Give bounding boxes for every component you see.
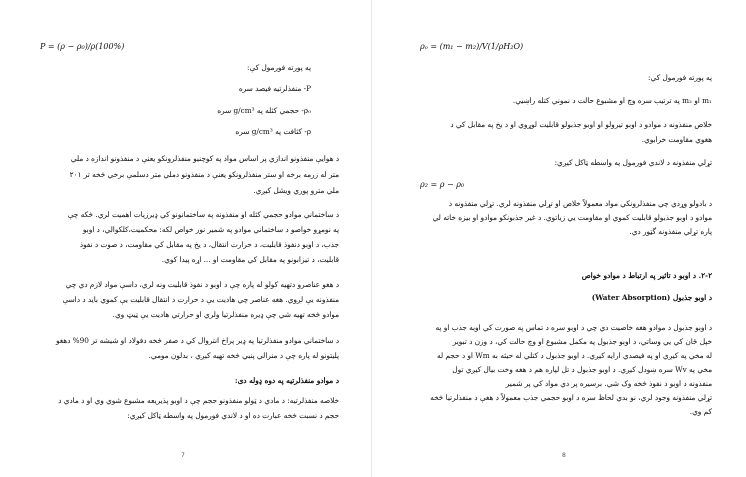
paragraph-line: موادو د اوبو جذبولو قابليت کموي او مقاومت يي زياتوي. د غير جذبونکو موادو او بيزه خاته لي [432, 213, 712, 222]
density-formula: ρₒ = (m₁ − m₂)/V(1/ρH₂O) [420, 42, 524, 51]
paragraph-line: په پورته فورمول کې: [247, 63, 311, 72]
paragraph-line: منفذونه د اوبو د نفوذ څخه وک شي. برسيره پر دي مواد کي پر شمير [505, 379, 712, 388]
paragraph-line: m₁ او m₂ په ترتيب سره وچ او مشبوع حالت د نموني كتله راښيي. [512, 96, 712, 105]
paragraph-line: خلاص منفذونه د موادو د اوبو تيرولو او اوبو جذبولو قابليت لوړوي او د يخ په مقابل کي د [450, 120, 712, 129]
paragraph-line: حجم د نسبت څخه عبارت ده او د لاندي فورمول په واسطه ټاكل كيږي: [127, 411, 339, 420]
paragraph-line: هغوي مقاومت خرابوي. [641, 135, 712, 144]
paragraph-line: په پورته فورمول کي: [648, 73, 712, 82]
paragraph-line: پاره تړلي منفذونه گټور دي. [629, 227, 712, 236]
right-page [374, 0, 746, 477]
paragraph-line: قابليت، د تيزابونو په مقابل کي مقاومت او ... اړه پيدا کوي. [161, 255, 339, 264]
page-number: 8 [562, 452, 566, 459]
paragraph-line: پليتونو له پاره چې د منرالي پنبي څخه تهيه کيږي ، بدلون مومي. [148, 351, 339, 360]
page-number: 7 [181, 452, 185, 459]
paragraph-line: خلاصه منفذلرتيه: د مادي د ټولو منفذونو حجم چې د اوبو پذيريعه مشبوع شوي وي او د مادي د [58, 396, 339, 405]
paragraph-line: ملي مترو پوري ويشل کيږي. [253, 186, 339, 195]
subsection-heading: د اوبو جذبول (Water Absorption) [591, 293, 712, 302]
paragraph-line: P- منفذلرتيه فيصد سره [238, 84, 311, 93]
paragraph-line: د بادولو وړدي چي منفذلرونکي مواد معمولاً خلاص او تړلي منفذونه لري. تړلي منفذونه د [448, 199, 712, 208]
porosity-formula: P = (ρ − ρ₀)/ρ(100%) [40, 42, 125, 51]
paragraph-line: جذب، د اوبو دنفوذ قابليت، د حرارت انتقال، د يخ په مقابل کي مقاومت، د صوت د نفوذ [79, 240, 339, 249]
paragraph-line: ρ₀- حجمي كثله په g/cm³ سره [217, 106, 311, 115]
paragraph-line: کم وي. [689, 407, 712, 416]
paragraph-line: مخي په Wv سره ښودل کيږي. د اوبو جذبول د تل لپاره هم د هغه وخت بيال کيږي تول [452, 365, 712, 374]
paragraph-line: ρ- كثافت په g/cm³ سره [235, 127, 311, 136]
paragraph-line: موادو څخه تهيه شي چې ډيره منفذلرتيا ولري او حرارتي هاديت يې ټيټ وي. [112, 310, 339, 319]
section-heading: ۲-۲. د اوبو د تاثير په ارتباط د موادو خواص [581, 271, 712, 280]
paragraph-line: د ساختماني موادو منفذلرتيا په ډير پراخ انتروال کي د صفر څخه دفولاد او شيشه تر 90% دهغو [55, 336, 339, 345]
paragraph-line: د هغو عناصرو دتهيه کولو له پاره چې د اوبو د نفوذ قابليت ونه لري، داسې مواد لازم دي چي [65, 280, 339, 289]
closed-porosity-formula: ρ₂ = ρ − ρ₀ [420, 180, 465, 189]
paragraph-line: له مخي په کيږي او په فيصدي ارايه کيږي. د اوبو جذبول د کتلي له حيثه به Wm او د حجم له [436, 351, 712, 360]
paragraph-line: منفذونه يې لږوي. هغه عناصر چي هاديت يې د حرارت د انتقال قابليت يې کموي بايد د داسې [62, 295, 339, 304]
paragraph-line: د هوایې منفذونو اندازي پر اساس مواد په کوچنيو منفذلرونکو يعنې د منفذونو اندازه د ملي [70, 154, 339, 163]
paragraph-line: د اوبو جذبول د موادو هغه خاصيت دي چي د اوبو سره د تماس په صورت کي اوبه جذب او په [435, 323, 712, 332]
paragraph-line: متر له زرمه برخه او ستر منفذلرونکو يعنې د منفذونو دملي متر دسلمې برخي څخه تر ۲۰۱ [69, 170, 339, 179]
paragraph-line: په نومړو خواصو د ساختماني موادو په شمير نور خواص لکه: محکميت،کلکوالي، د اوبو [82, 225, 339, 234]
paragraph-line: د موادو منفذلرتيه په دوه ډوله دی: [234, 376, 339, 385]
paragraph-line: تړلي منفذونه وجود لري، نو بدي لحاظ سره د اوبو حجمي جذب معمولاً د هغې د منفذلرتيا څخه [430, 393, 712, 402]
paragraph-line: تړلي منفذونه د لاندي فورمول په واسطه ټاكل كيږي: [554, 158, 712, 167]
left-page [0, 0, 372, 477]
paragraph-line: خپل ځان کي يي وساتي، د اوبو جذبول په مکمل مشبوع او وچ حالت کي، د وزن د تبوير [452, 337, 712, 346]
paragraph-line: د ساختماني موادو حجمي كثله او منفذونه په ساختمانونو کي ډيرزيات اهميت لري. څکه چې [67, 210, 339, 219]
